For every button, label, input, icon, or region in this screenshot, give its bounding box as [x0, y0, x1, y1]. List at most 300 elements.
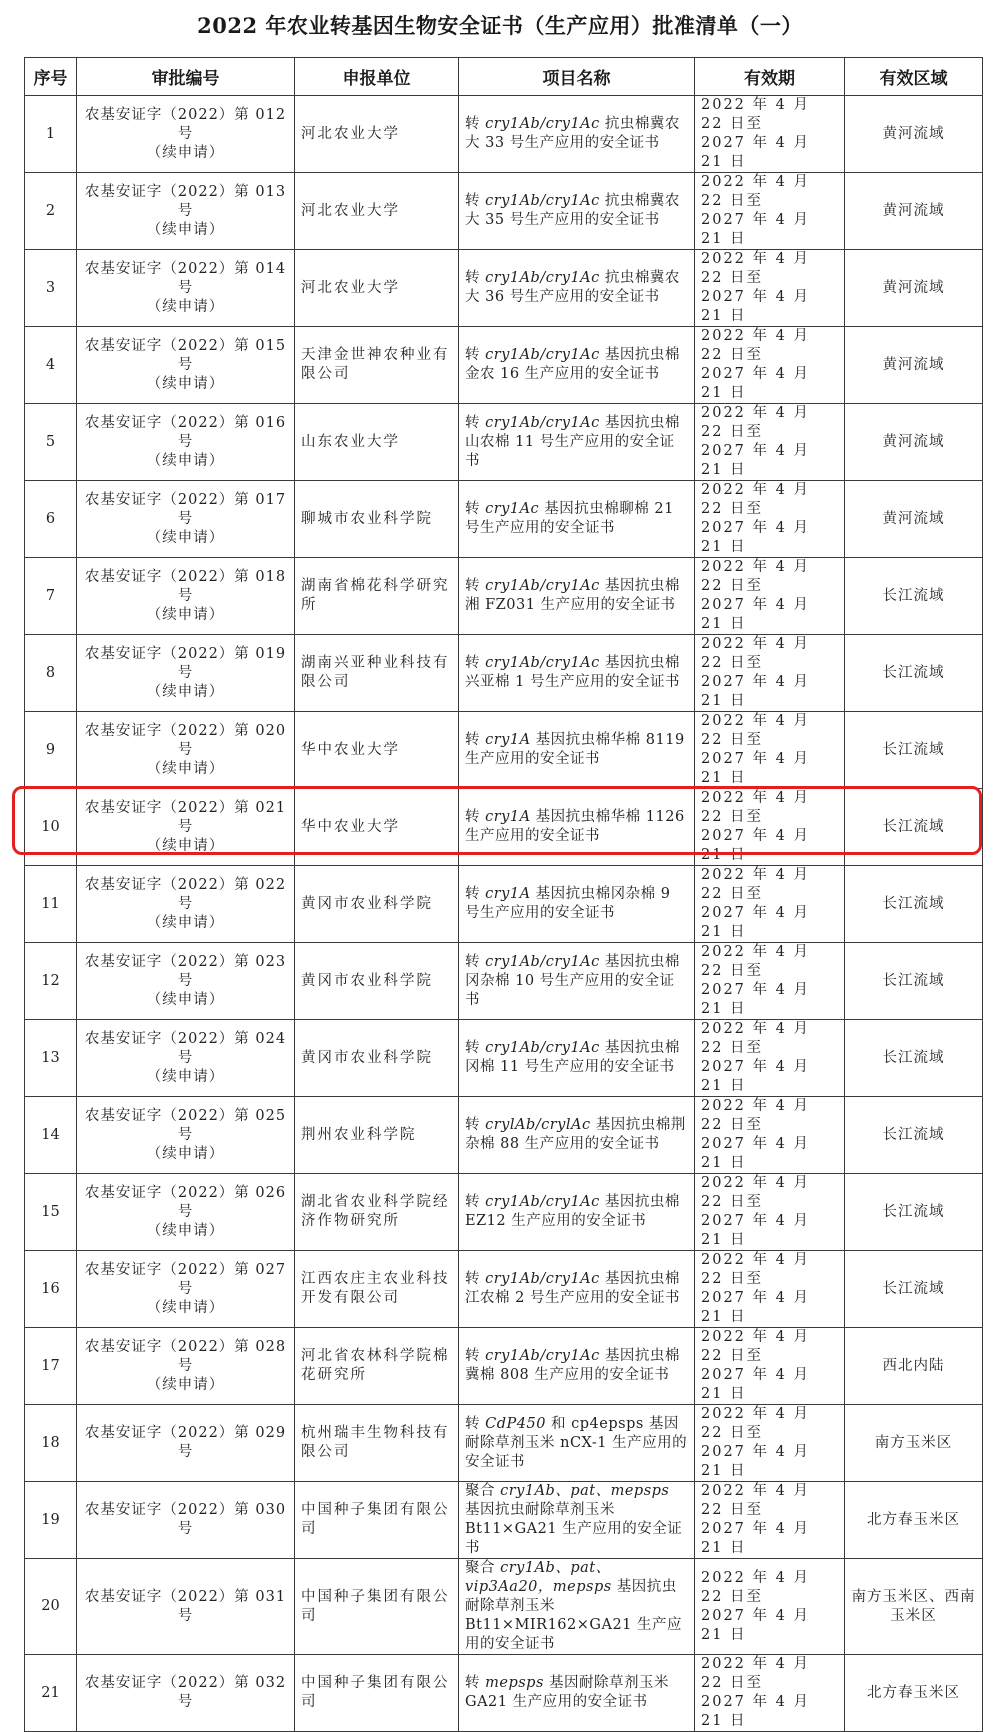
- valid-to: 2027 年 4 月 21 日: [701, 751, 810, 786]
- row-number: 9: [45, 741, 56, 758]
- valid-from: 2022 年 4 月 22 日至: [701, 174, 810, 209]
- approval-number: 农基安证字（2022）第 019 号: [84, 645, 287, 681]
- cell-region: [845, 1482, 983, 1559]
- region: 黄河流域: [882, 125, 945, 142]
- cell-region: [845, 635, 983, 712]
- cell-region: [845, 1655, 983, 1732]
- row-number: 12: [41, 972, 60, 989]
- cell-unit: [295, 1405, 459, 1482]
- table-row: [25, 96, 983, 173]
- cell-validity: [695, 866, 845, 943]
- cell-no: [25, 1097, 77, 1174]
- project-prefix: 转: [465, 501, 486, 517]
- valid-from: 2022 年 4 月 22 日至: [701, 251, 810, 286]
- cell-validity: [695, 327, 845, 404]
- cell-no: [25, 327, 77, 404]
- cell-region: [845, 481, 983, 558]
- table-row: [25, 327, 983, 404]
- row-number: 1: [45, 125, 56, 142]
- project-suffix: 基因抗虫棉冀棉 808 生产应用的安全证书: [465, 1348, 680, 1383]
- cell-region: [845, 1097, 983, 1174]
- table-row: [25, 943, 983, 1020]
- row-number: 7: [45, 587, 56, 604]
- approval-number: 农基安证字（2022）第 024 号: [84, 1030, 287, 1066]
- table-row: [25, 789, 983, 866]
- applicant-unit: 河北省农林科学院棉花研究所: [301, 1348, 450, 1383]
- cell-validity: [695, 96, 845, 173]
- cell-region: [845, 1405, 983, 1482]
- table-row: [25, 250, 983, 327]
- region: 长江流域: [882, 1126, 945, 1143]
- project-gene: cry1Ab/cry1Ac: [485, 414, 600, 431]
- valid-from: 2022 年 4 月 22 日至: [701, 1656, 810, 1691]
- cell-no: [25, 712, 77, 789]
- cell-no: [25, 1482, 77, 1559]
- cell-validity: [695, 481, 845, 558]
- project-suffix: 抗虫棉冀农大 33 号生产应用的安全证书: [465, 116, 680, 151]
- region: 长江流域: [882, 1280, 945, 1297]
- cell-project: [459, 1251, 695, 1328]
- cell-project: [459, 1655, 695, 1732]
- cell-region: [845, 404, 983, 481]
- region: 南方玉米区、西南玉米区: [851, 1588, 976, 1624]
- row-number: 8: [45, 664, 56, 681]
- cell-unit: [295, 1559, 459, 1655]
- cell-validity: [695, 1482, 845, 1559]
- project-prefix: 转: [465, 414, 486, 431]
- cell-validity: [695, 558, 845, 635]
- valid-to: 2027 年 4 月 21 日: [701, 520, 810, 555]
- cell-project: [459, 1174, 695, 1251]
- region: 黄河流域: [882, 510, 945, 527]
- cell-validity: [695, 404, 845, 481]
- cell-validity: [695, 712, 845, 789]
- cell-unit: [295, 635, 459, 712]
- cell-validity: [695, 1559, 845, 1655]
- cell-validity: [695, 789, 845, 866]
- applicant-unit: 荆州农业科学院: [301, 1126, 417, 1143]
- project-prefix: 聚合: [465, 1560, 501, 1576]
- cell-unit: [295, 1097, 459, 1174]
- row-number: 2: [45, 202, 56, 219]
- cell-region: [845, 327, 983, 404]
- table-body: [25, 96, 983, 1732]
- cell-project: [459, 1559, 695, 1655]
- applicant-unit: 中国种子集团有限公司: [301, 1675, 450, 1710]
- cell-approval: [77, 1020, 295, 1097]
- project-gene: cry1Ab/cry1Ac: [485, 1271, 600, 1287]
- project-prefix: 转: [465, 1415, 486, 1432]
- valid-to: 2027 年 4 月 21 日: [701, 597, 810, 632]
- table-row: [25, 1405, 983, 1482]
- table-row: [25, 1097, 983, 1174]
- valid-from: 2022 年 4 月 22 日至: [701, 482, 810, 517]
- cell-approval: [77, 1655, 295, 1732]
- cell-unit: [295, 1655, 459, 1732]
- project-suffix: 抗虫棉冀农大 36 号生产应用的安全证书: [465, 270, 680, 305]
- project-prefix: 转: [465, 1348, 486, 1364]
- cell-approval: [77, 1482, 295, 1559]
- cell-unit: [295, 327, 459, 404]
- cell-no: [25, 558, 77, 635]
- cell-approval: [77, 1251, 295, 1328]
- cell-project: [459, 404, 695, 481]
- valid-to: 2027 年 4 月 21 日: [701, 366, 810, 401]
- cell-project: [459, 943, 695, 1020]
- region: 长江流域: [882, 587, 945, 604]
- project-prefix: 转: [465, 116, 486, 132]
- cell-validity: [695, 635, 845, 712]
- cell-approval: [77, 635, 295, 712]
- cell-unit: [295, 866, 459, 943]
- applicant-unit: 黄冈市农业科学院: [301, 895, 433, 912]
- cell-no: [25, 1559, 77, 1655]
- project-gene: cry1Ab/cry1Ac: [485, 193, 600, 209]
- approval-note: （续申请）: [146, 991, 225, 1008]
- cell-region: [845, 712, 983, 789]
- valid-from: 2022 年 4 月 22 日至: [701, 405, 810, 440]
- cell-project: [459, 1328, 695, 1405]
- approval-note: （续申请）: [146, 1222, 225, 1239]
- applicant-unit: 河北农业大学: [301, 125, 400, 142]
- applicant-unit: 湖南省棉花科学研究所: [301, 578, 450, 613]
- approval-table: [24, 57, 983, 1732]
- header-unit: 申报单位: [295, 58, 459, 96]
- valid-from: 2022 年 4 月 22 日至: [701, 1483, 810, 1518]
- project-prefix: 转: [465, 193, 486, 209]
- cell-approval: [77, 481, 295, 558]
- row-number: 6: [45, 510, 56, 527]
- row-number: 20: [41, 1598, 60, 1614]
- row-number: 18: [41, 1434, 60, 1451]
- cell-region: [845, 789, 983, 866]
- table-row: [25, 635, 983, 712]
- approval-number: 农基安证字（2022）第 021 号: [84, 799, 287, 835]
- approval-note: （续申请）: [146, 375, 225, 392]
- approval-number: 农基安证字（2022）第 025 号: [84, 1107, 287, 1143]
- cell-region: [845, 1251, 983, 1328]
- valid-to: 2027 年 4 月 21 日: [701, 1213, 810, 1248]
- cell-project: [459, 1482, 695, 1559]
- project-suffix: 基因抗虫棉冈杂棉 9 号生产应用的安全证书: [465, 886, 671, 921]
- header-approval: 审批编号: [77, 58, 295, 96]
- cell-validity: [695, 1328, 845, 1405]
- project-prefix: 转: [465, 732, 486, 748]
- cell-approval: [77, 404, 295, 481]
- header-region: 有效区域: [845, 58, 983, 96]
- table-row: [25, 1174, 983, 1251]
- table-row: [25, 1020, 983, 1097]
- table-row: [25, 1482, 983, 1559]
- table-row: [25, 558, 983, 635]
- valid-to: 2027 年 4 月 21 日: [701, 982, 810, 1017]
- cell-no: [25, 96, 77, 173]
- cell-region: [845, 173, 983, 250]
- approval-number: 农基安证字（2022）第 026 号: [84, 1184, 287, 1220]
- project-suffix: 基因抗虫耐除草剂玉米 Bt11×GA21 生产应用的安全证书: [465, 1502, 683, 1556]
- applicant-unit: 江西农庄主农业科技开发有限公司: [301, 1271, 450, 1306]
- project-suffix: 基因抗虫耐除草剂玉米 Bt11×MIR162×GA21 生产应用的安全证书: [465, 1579, 683, 1652]
- cell-approval: [77, 789, 295, 866]
- cell-no: [25, 866, 77, 943]
- header-no: 序号: [25, 58, 77, 96]
- project-suffix: 基因抗虫棉冈杂棉 10 号生产应用的安全证书: [465, 953, 680, 1008]
- project-suffix: 基因抗虫棉 EZ12 生产应用的安全证书: [465, 1194, 680, 1229]
- project-prefix: 转: [465, 655, 486, 671]
- row-number: 16: [41, 1280, 60, 1297]
- cell-unit: [295, 250, 459, 327]
- valid-to: 2027 年 4 月 21 日: [701, 1694, 810, 1729]
- region: 长江流域: [882, 1049, 945, 1066]
- approval-note: （续申请）: [146, 837, 225, 854]
- valid-from: 2022 年 4 月 22 日至: [701, 1406, 810, 1441]
- valid-from: 2022 年 4 月 22 日至: [701, 1098, 810, 1133]
- row-number: 5: [45, 433, 56, 450]
- table-row: [25, 481, 983, 558]
- cell-project: [459, 1020, 695, 1097]
- cell-region: [845, 866, 983, 943]
- cell-approval: [77, 1328, 295, 1405]
- region: 长江流域: [882, 1203, 945, 1220]
- cell-approval: [77, 250, 295, 327]
- applicant-unit: 聊城市农业科学院: [301, 510, 433, 527]
- project-prefix: 转: [465, 347, 486, 363]
- project-suffix: 基因抗虫棉山农棉 11 号生产应用的安全证书: [465, 414, 680, 469]
- table-header-row: [25, 58, 983, 96]
- valid-from: 2022 年 4 月 22 日至: [701, 713, 810, 748]
- cell-unit: [295, 789, 459, 866]
- valid-from: 2022 年 4 月 22 日至: [701, 944, 810, 979]
- project-gene: cry1Ab/cry1Ac: [485, 1194, 600, 1210]
- valid-from: 2022 年 4 月 22 日至: [701, 1569, 810, 1605]
- valid-to: 2027 年 4 月 21 日: [701, 443, 810, 478]
- region: 长江流域: [882, 972, 945, 989]
- region: 长江流域: [882, 895, 945, 912]
- project-suffix: 基因抗虫棉华棉 1126 生产应用的安全证书: [465, 809, 685, 844]
- project-suffix: 基因耐除草剂玉米 GA21 生产应用的安全证书: [465, 1675, 669, 1710]
- header-validity: 有效期: [695, 58, 845, 96]
- valid-from: 2022 年 4 月 22 日至: [701, 1329, 810, 1364]
- project-gene: cry1Ab/cry1Ac: [485, 655, 600, 671]
- project-suffix: 和 cp4epsps 基因耐除草剂玉米 nCX-1 生产应用的安全证书: [465, 1415, 688, 1470]
- cell-project: [459, 635, 695, 712]
- valid-from: 2022 年 4 月 22 日至: [701, 867, 810, 902]
- valid-to: 2027 年 4 月 21 日: [701, 1059, 810, 1094]
- cell-region: [845, 1020, 983, 1097]
- header-project: 项目名称: [459, 58, 695, 96]
- cell-no: [25, 943, 77, 1020]
- cell-no: [25, 481, 77, 558]
- row-number: 11: [41, 895, 60, 912]
- project-gene: cry1Ab/cry1Ac: [485, 347, 600, 363]
- project-prefix: 转: [465, 1271, 486, 1287]
- project-gene: CdP450: [485, 1415, 546, 1432]
- cell-no: [25, 1174, 77, 1251]
- approval-number: 农基安证字（2022）第 028 号: [84, 1338, 287, 1374]
- project-prefix: 转: [465, 270, 486, 286]
- cell-approval: [77, 327, 295, 404]
- cell-project: [459, 327, 695, 404]
- project-gene: crylAb/crylAc: [485, 1117, 591, 1133]
- cell-project: [459, 173, 695, 250]
- project-gene: cry1Ac: [485, 501, 540, 517]
- cell-validity: [695, 1097, 845, 1174]
- cell-project: [459, 558, 695, 635]
- approval-note: （续申请）: [146, 683, 225, 700]
- cell-project: [459, 866, 695, 943]
- valid-to: 2027 年 4 月 21 日: [701, 828, 810, 863]
- cell-approval: [77, 173, 295, 250]
- project-prefix: 转: [465, 1117, 486, 1133]
- cell-unit: [295, 1251, 459, 1328]
- cell-approval: [77, 96, 295, 173]
- project-suffix: 基因抗虫棉湘 FZ031 生产应用的安全证书: [465, 578, 680, 613]
- cell-region: [845, 250, 983, 327]
- table-row: [25, 1328, 983, 1405]
- cell-unit: [295, 558, 459, 635]
- project-suffix: 抗虫棉冀农大 35 号生产应用的安全证书: [465, 193, 680, 228]
- cell-project: [459, 1097, 695, 1174]
- valid-from: 2022 年 4 月 22 日至: [701, 790, 810, 825]
- applicant-unit: 黄冈市农业科学院: [301, 1049, 433, 1066]
- valid-to: 2027 年 4 月 21 日: [701, 1521, 810, 1556]
- project-prefix: 聚合: [465, 1483, 501, 1499]
- approval-note: （续申请）: [146, 529, 225, 546]
- approval-note: （续申请）: [146, 452, 225, 469]
- region: 长江流域: [882, 741, 945, 758]
- project-prefix: 转: [465, 1675, 486, 1691]
- region: 黄河流域: [882, 356, 945, 373]
- cell-project: [459, 250, 695, 327]
- row-number: 19: [41, 1511, 60, 1528]
- applicant-unit: 河北农业大学: [301, 279, 400, 296]
- row-number: 15: [41, 1203, 60, 1220]
- approval-number: 农基安证字（2022）第 020 号: [84, 722, 287, 758]
- region: 长江流域: [882, 664, 945, 681]
- region: 黄河流域: [882, 433, 945, 450]
- region: 黄河流域: [882, 202, 945, 219]
- project-gene: cry1Ab、pat、mepsps: [500, 1483, 670, 1499]
- approval-number: 农基安证字（2022）第 030 号: [84, 1502, 287, 1537]
- table-row: [25, 866, 983, 943]
- cell-approval: [77, 558, 295, 635]
- approval-note: （续申请）: [146, 606, 225, 623]
- cell-region: [845, 1174, 983, 1251]
- approval-note: （续申请）: [146, 1376, 225, 1393]
- cell-approval: [77, 1097, 295, 1174]
- valid-from: 2022 年 4 月 22 日至: [701, 636, 810, 671]
- row-number: 4: [45, 356, 56, 373]
- cell-region: [845, 943, 983, 1020]
- cell-no: [25, 1251, 77, 1328]
- project-gene: cry1Ab、pat、vip3Aa20，mepsps: [465, 1560, 612, 1595]
- applicant-unit: 中国种子集团有限公司: [301, 1502, 450, 1537]
- project-gene: cry1Ab/cry1Ac: [485, 953, 600, 970]
- approval-number: 农基安证字（2022）第 014 号: [84, 260, 287, 296]
- project-suffix: 基因抗虫棉荆杂棉 88 生产应用的安全证书: [465, 1117, 686, 1152]
- project-gene: cry1A: [485, 732, 531, 748]
- valid-from: 2022 年 4 月 22 日至: [701, 559, 810, 594]
- cell-validity: [695, 1405, 845, 1482]
- approval-note: （续申请）: [146, 914, 225, 931]
- cell-region: [845, 96, 983, 173]
- approval-number: 农基安证字（2022）第 027 号: [84, 1261, 287, 1297]
- cell-approval: [77, 866, 295, 943]
- approval-note: （续申请）: [146, 144, 225, 161]
- row-number: 21: [41, 1684, 60, 1701]
- cell-no: [25, 1405, 77, 1482]
- approval-note: （续申请）: [146, 1299, 225, 1316]
- applicant-unit: 山东农业大学: [301, 433, 400, 450]
- cell-approval: [77, 712, 295, 789]
- cell-unit: [295, 404, 459, 481]
- page-title: 2022 年农业转基因生物安全证书（生产应用）批准清单（一）: [197, 13, 803, 38]
- cell-unit: [295, 1482, 459, 1559]
- project-suffix: 基因抗虫棉江农棉 2 号生产应用的安全证书: [465, 1271, 680, 1306]
- cell-approval: [77, 1405, 295, 1482]
- valid-to: 2027 年 4 月 21 日: [701, 212, 810, 247]
- project-gene: cry1Ab/cry1Ac: [485, 1348, 600, 1364]
- region: 北方春玉米区: [867, 1511, 960, 1528]
- cell-no: [25, 1655, 77, 1732]
- row-number: 10: [41, 818, 60, 835]
- applicant-unit: 河北农业大学: [301, 202, 400, 219]
- cell-region: [845, 558, 983, 635]
- valid-to: 2027 年 4 月 21 日: [701, 289, 810, 324]
- cell-no: [25, 404, 77, 481]
- approval-number: 农基安证字（2022）第 012 号: [84, 106, 287, 142]
- applicant-unit: 湖南兴亚种业科技有限公司: [301, 655, 450, 690]
- row-number: 3: [45, 279, 56, 296]
- region: 北方春玉米区: [867, 1684, 960, 1701]
- valid-to: 2027 年 4 月 21 日: [701, 1136, 810, 1171]
- approval-number: 农基安证字（2022）第 018 号: [84, 568, 287, 604]
- project-gene: cry1A: [485, 886, 531, 902]
- applicant-unit: 湖北省农业科学院经济作物研究所: [301, 1194, 450, 1229]
- project-prefix: 转: [465, 578, 486, 594]
- cell-validity: [695, 173, 845, 250]
- table-row: [25, 1655, 983, 1732]
- cell-no: [25, 250, 77, 327]
- project-gene: cry1Ab/cry1Ac: [485, 1040, 600, 1056]
- cell-approval: [77, 1174, 295, 1251]
- valid-to: 2027 年 4 月 21 日: [701, 1444, 810, 1479]
- project-suffix: 基因抗虫棉冈棉 11 号生产应用的安全证书: [465, 1040, 680, 1075]
- approval-note: （续申请）: [146, 760, 225, 777]
- region: 南方玉米区: [874, 1434, 953, 1451]
- approval-number: 农基安证字（2022）第 013 号: [84, 183, 287, 219]
- valid-from: 2022 年 4 月 22 日至: [701, 1175, 810, 1210]
- approval-number: 农基安证字（2022）第 015 号: [84, 337, 287, 373]
- project-prefix: 转: [465, 953, 486, 970]
- cell-unit: [295, 173, 459, 250]
- cell-project: [459, 1405, 695, 1482]
- cell-validity: [695, 1655, 845, 1732]
- approval-note: （续申请）: [146, 221, 225, 238]
- cell-no: [25, 173, 77, 250]
- project-prefix: 转: [465, 1194, 486, 1210]
- row-number: 14: [41, 1126, 60, 1143]
- project-suffix: 基因抗虫棉聊棉 21 号生产应用的安全证书: [465, 501, 674, 536]
- row-number: 13: [41, 1049, 60, 1066]
- cell-project: [459, 789, 695, 866]
- cell-unit: [295, 1174, 459, 1251]
- cell-validity: [695, 250, 845, 327]
- applicant-unit: 华中农业大学: [301, 741, 400, 758]
- project-prefix: 转: [465, 809, 486, 825]
- project-gene: cry1Ab/cry1Ac: [485, 270, 600, 286]
- valid-to: 2027 年 4 月 21 日: [701, 1607, 810, 1643]
